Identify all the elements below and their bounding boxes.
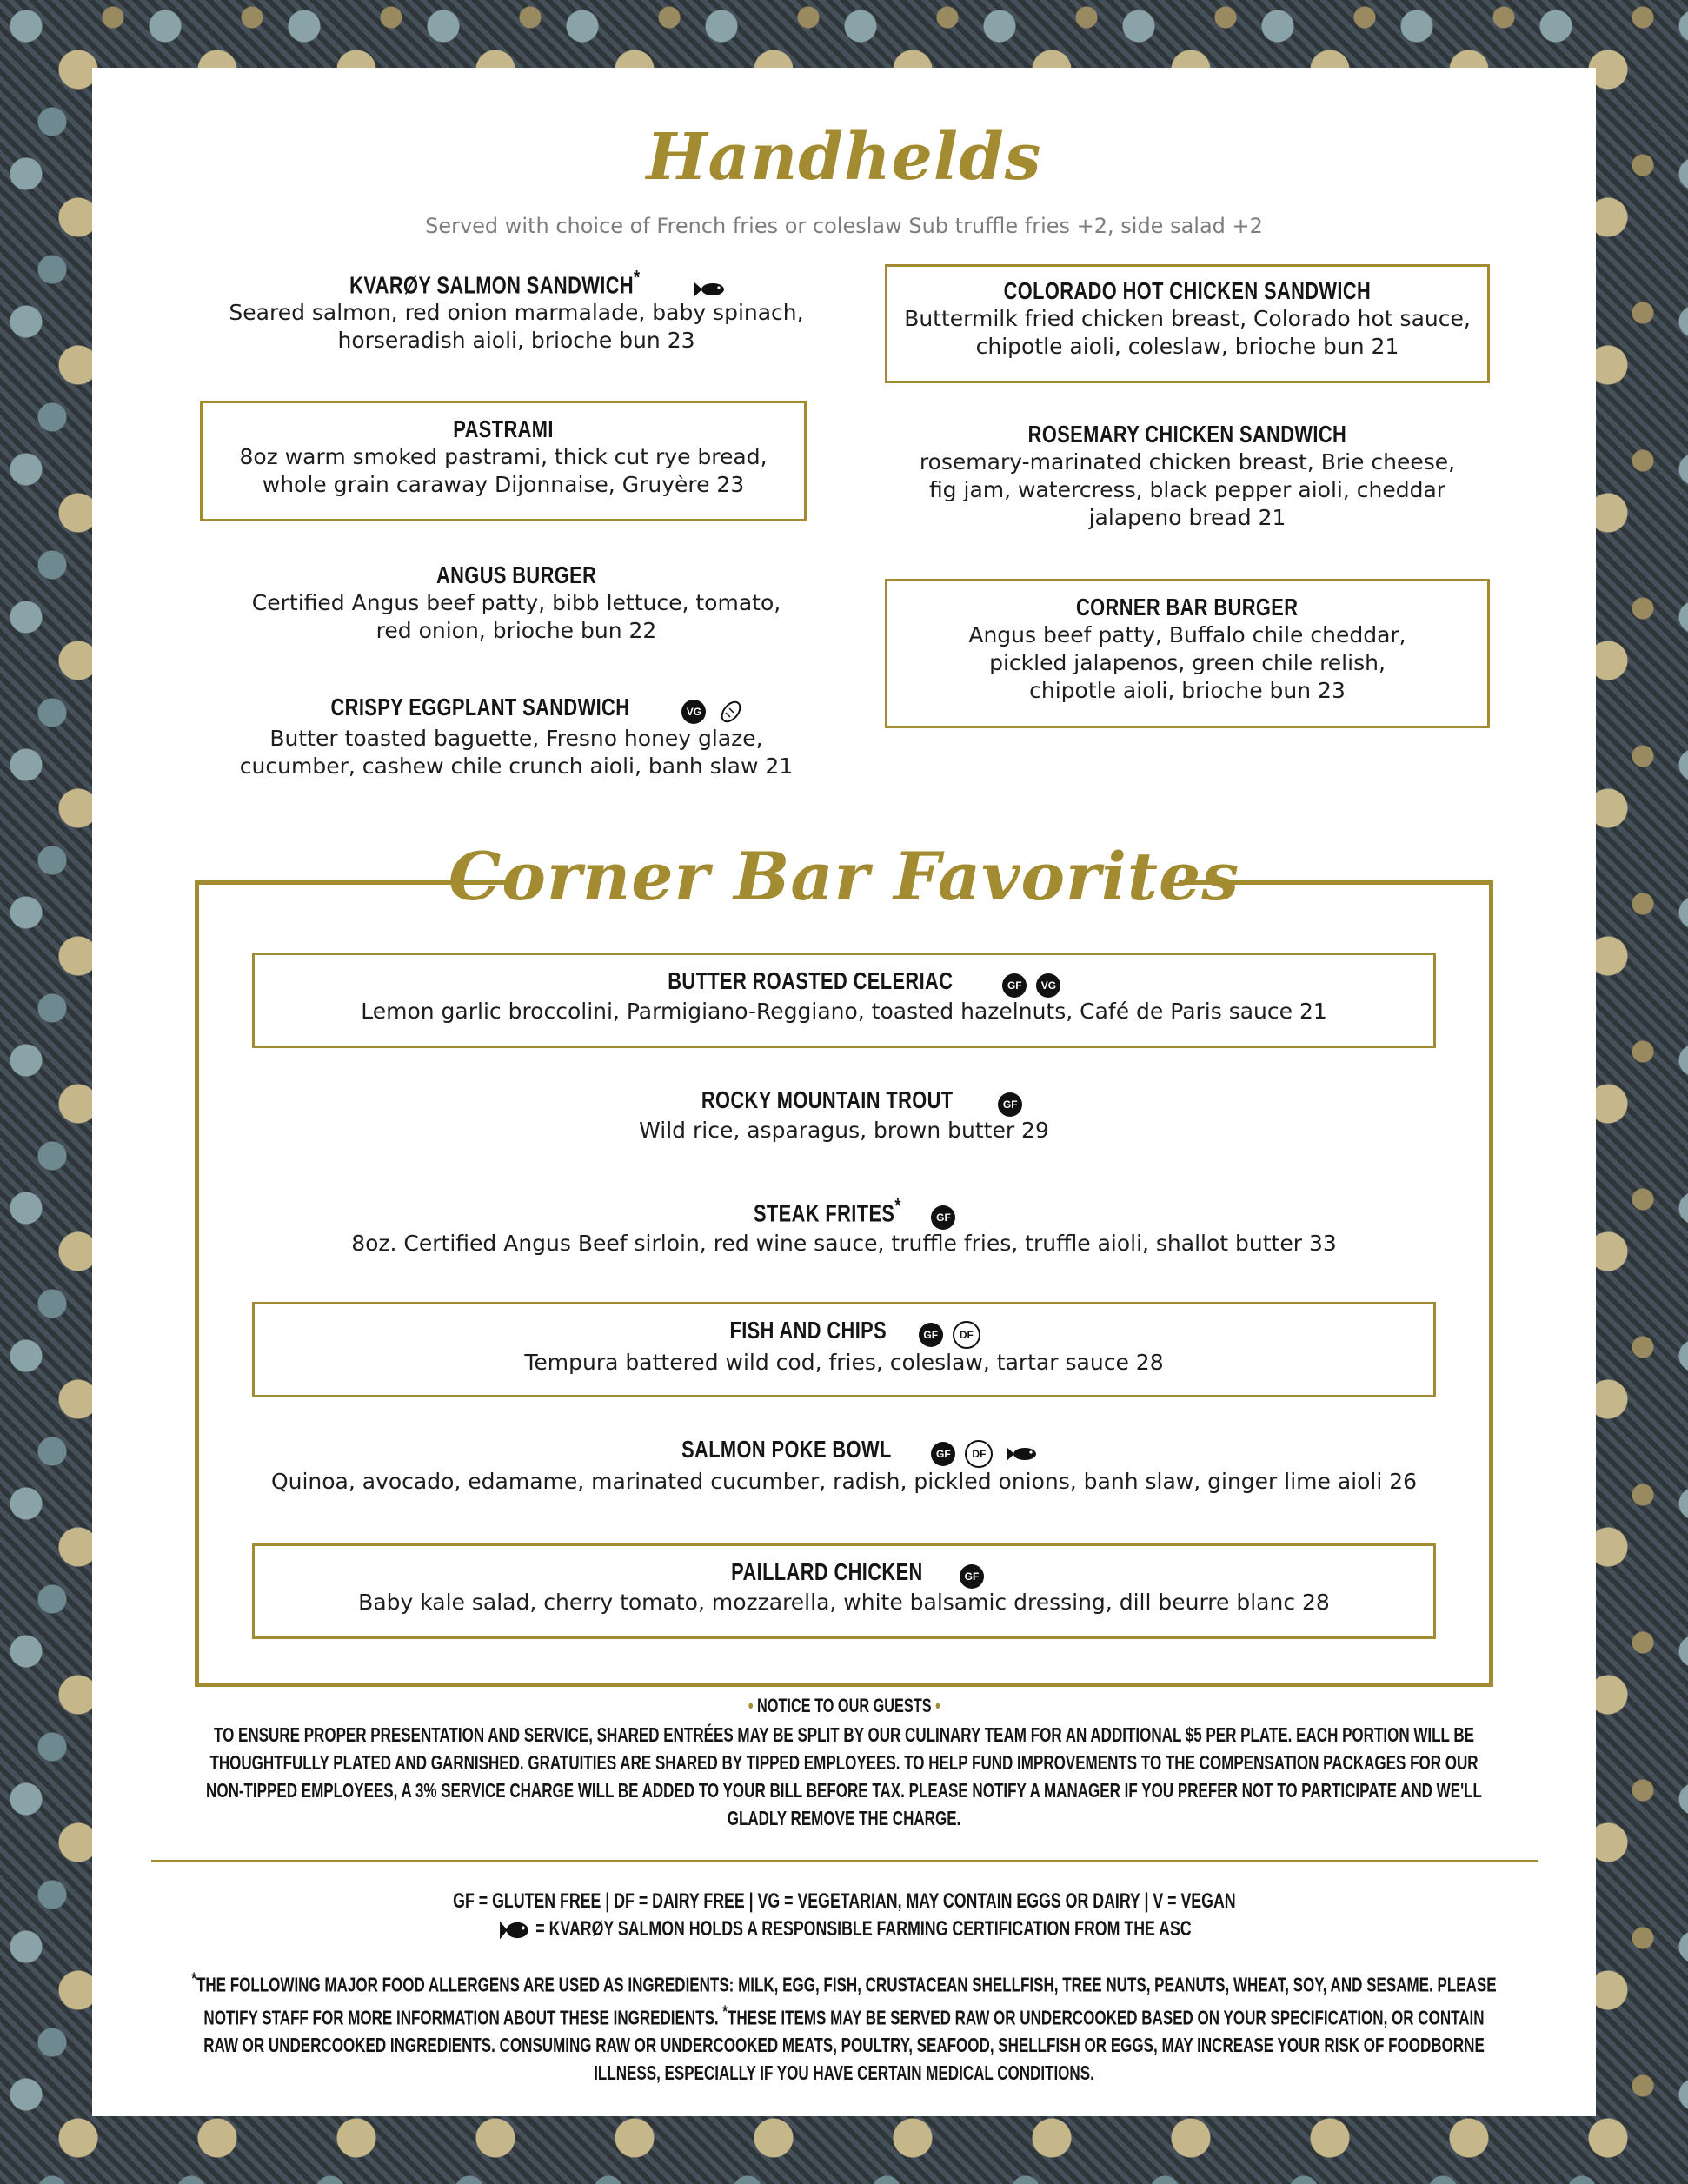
vegetarian-badge: VG <box>681 700 706 724</box>
item-description: Certified Angus beef patty, bibb lettuce, tomato, red onion, brioche bun 22 <box>251 590 781 643</box>
divider-rule <box>151 1860 1538 1862</box>
menu-item-corner-bar-burger <box>885 579 1490 728</box>
menu-item-fish-and-chips <box>252 1302 1436 1397</box>
item-description: Butter toasted baguette, Fresno honey glaze, cucumber, cashew chile crunch aioli, banh slaw 21 <box>239 725 794 779</box>
item-name: FISH AND CHIPS <box>729 1317 887 1344</box>
menu-item-pastrami <box>200 401 807 521</box>
item-name: KVARØY SALMON SANDWICH* <box>349 266 641 299</box>
item-description: Tempura battered wild cod, fries, coleslaw, tartar sauce 28 <box>524 1349 1164 1375</box>
item-description: rosemary-marinated chicken breast, Brie cheese, fig jam, watercress, black pepper aioli, cheddar jalapeno bread 21 <box>919 449 1456 530</box>
menu-page <box>92 68 1596 2116</box>
dietary-legend <box>92 1888 1596 1943</box>
allergen-disclaimer: *THE FOLLOWING MAJOR FOOD ALLERGENS ARE USED AS INGREDIENTS: MILK, EGG, FISH, CRUSTACEAN SHELLFISH, TREE NUTS, PEANUTS, WHEAT, SOY, AND SESAME. PLEASE NOTIFY STAFF FOR MORE INFORMATION ABOUT THESE INGREDIENTS. *THESE ITEMS MAY BE SERVED RAW OR UNDERCOOKED BASED ON YOUR SPECIFICATION, OR CONTAIN RAW OR UNDERCOOKED INGREDIENTS. CONSUMING RAW OR UNDERCOOKED MEATS, POULTRY, SEAFOOD, SHELLFISH OR EGGS, MAY INCREASE YOUR RISK OF FOODBORNE ILLNESS, ESPECIALLY IF YOU HAVE CERTAIN MEDICAL CONDITIONS. <box>191 1970 1497 2085</box>
gluten-free-badge: GF <box>931 1205 955 1230</box>
gluten-free-badge: GF <box>1002 973 1027 998</box>
menu-item-rosemary-chicken-sandwich <box>885 421 1490 532</box>
legend-line-fish: = KVARØY SALMON HOLDS A RESPONSIBLE FARMING CERTIFICATION FROM THE ASC <box>496 1915 1191 1943</box>
item-name: CORNER BAR BURGER <box>1076 594 1299 621</box>
item-name: ROCKY MOUNTAIN TROUT <box>701 1086 954 1113</box>
notice-heading: • NOTICE TO OUR GUESTS • <box>748 1695 940 1716</box>
gluten-free-badge: GF <box>998 1092 1022 1117</box>
menu-item-steak-frites <box>252 1194 1436 1258</box>
item-name: STEAK FRITES* <box>753 1194 901 1227</box>
item-description: Buttermilk fried chicken breast, Colorado hot sauce, chipotle aioli, coleslaw, brioche bun 21 <box>904 306 1471 359</box>
item-description: Lemon garlic broccolini, Parmigiano-Reggiano, toasted hazelnuts, Café de Paris sauce 21 <box>361 998 1327 1024</box>
fish-icon <box>1007 1445 1036 1463</box>
menu-item-rocky-mountain-trout <box>252 1086 1436 1145</box>
gluten-free-badge: GF <box>919 1323 943 1347</box>
item-name: SALMON POKE BOWL <box>681 1436 893 1463</box>
dairy-free-badge: DF <box>965 1440 993 1468</box>
item-description: 8oz. Certified Angus Beef sirloin, red wine sauce, truffle fries, truffle aioli, shallot butter 33 <box>351 1230 1337 1256</box>
vegetarian-badge: VG <box>1036 973 1060 998</box>
dairy-free-badge: DF <box>953 1321 980 1349</box>
gluten-free-badge: GF <box>931 1442 955 1466</box>
handhelds-title: Handhelds <box>646 120 1042 195</box>
menu-item-butter-roasted-celeriac <box>252 953 1436 1048</box>
menu-item-kvaroy-salmon-sandwich <box>212 266 821 355</box>
notice-body: TO ENSURE PROPER PRESENTATION AND SERVICE, SHARED ENTRÉES MAY BE SPLIT BY OUR CULINARY TEAM FOR AN ADDITIONAL $5 PER PLATE. EACH PORTION WILL BE THOUGHTFULLY PLATED AND GARNISHED. GRATUITIES ARE SHARED BY TIPPED EMPLOYEES. TO HELP FUND IMPROVEMENTS TO THE COMPENSATION PACKAGES FOR OUR NON-TIPPED EMPLOYEES, A 3% SERVICE CHARGE WILL BE ADDED TO YOUR BILL BEFORE TAX. PLEASE NOTIFY A MANAGER IF YOU PREFER NOT TO PARTICIPATE AND WE'LL GLADLY REMOVE THE CHARGE. <box>206 1723 1482 1829</box>
menu-item-paillard-chicken <box>252 1543 1436 1639</box>
item-description: Baby kale salad, cherry tomato, mozzarella, white balsamic dressing, dill beurre blanc 28 <box>358 1589 1330 1615</box>
peanut-icon <box>718 699 744 725</box>
item-description: 8oz warm smoked pastrami, thick cut rye bread, whole grain caraway Dijonnaise, Gruyère 23 <box>239 444 768 497</box>
menu-item-crispy-eggplant-sandwich <box>212 694 821 780</box>
fish-icon <box>694 281 724 298</box>
menu-item-colorado-hot-chicken-sandwich <box>885 264 1490 383</box>
menu-item-angus-burger <box>212 561 821 645</box>
item-name: CRISPY EGGPLANT SANDWICH <box>330 694 630 720</box>
item-name: PASTRAMI <box>453 415 554 442</box>
gluten-free-badge: GF <box>960 1564 984 1589</box>
favorites-title: Corner Bar Favorites <box>448 838 1240 915</box>
menu-item-salmon-poke-bowl <box>252 1436 1436 1496</box>
handhelds-subtitle: Served with choice of French fries or coleslaw Sub truffle fries +2, side salad +2 <box>425 214 1263 238</box>
item-name: BUTTER ROASTED CELERIAC <box>667 967 953 994</box>
item-name: ANGUS BURGER <box>435 561 597 588</box>
item-description: Seared salmon, red onion marmalade, baby spinach, horseradish aioli, brioche bun 23 <box>229 300 804 354</box>
item-name: COLORADO HOT CHICKEN SANDWICH <box>1003 277 1372 304</box>
item-description: Quinoa, avocado, edamame, marinated cucumber, radish, pickled onions, banh slaw, ginger lime aioli 26 <box>270 1468 1418 1494</box>
item-name: ROSEMARY CHICKEN SANDWICH <box>1027 421 1347 448</box>
item-description: Wild rice, asparagus, brown butter 29 <box>639 1117 1049 1143</box>
legend-line-dietary: GF = GLUTEN FREE | DF = DAIRY FREE | VG = VEGETARIAN, MAY CONTAIN EGGS OR DAIRY | V = VEGAN <box>452 1889 1236 1913</box>
item-description: Angus beef patty, Buffalo chile cheddar, pickled jalapenos, green chile relish, chipotle aioli, brioche bun 23 <box>968 622 1406 703</box>
fish-icon <box>496 1919 531 1942</box>
item-name: PAILLARD CHICKEN <box>731 1558 923 1585</box>
